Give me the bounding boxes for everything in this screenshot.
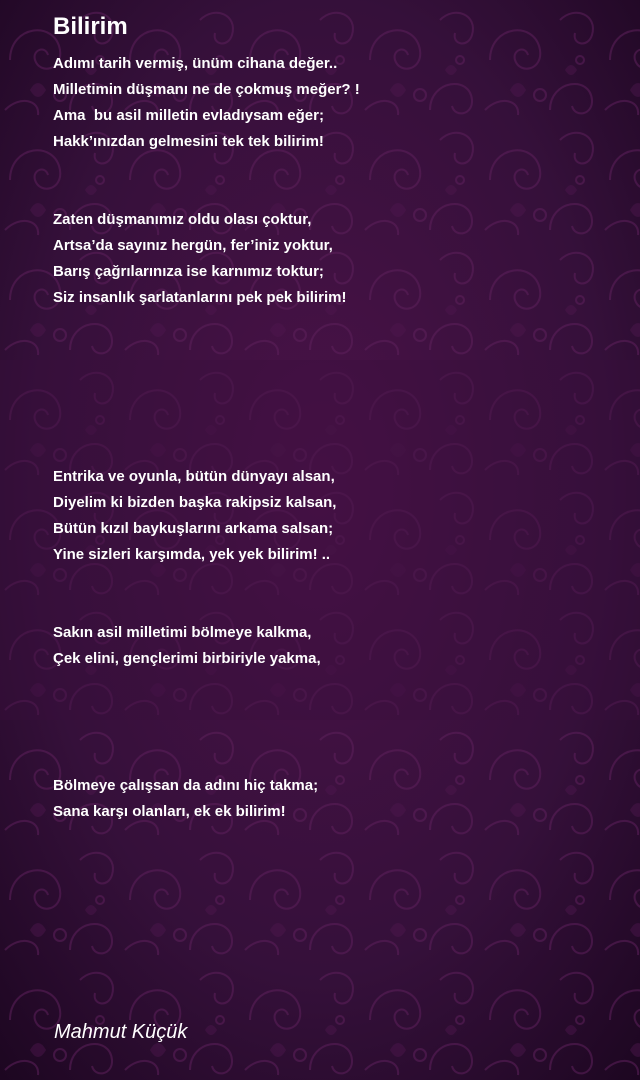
poem-line: Siz insanlık şarlatanlarını pek pek bilirim! bbox=[53, 289, 347, 306]
poem-line: Çek elini, gençlerimi birbiriyle yakma, bbox=[53, 650, 321, 667]
poem-line: Artsa’da sayınız hergün, fer’iniz yoktur, bbox=[53, 237, 333, 254]
poem-line: Sana karşı olanları, ek ek bilirim! bbox=[53, 803, 286, 820]
poem-title: Bilirim bbox=[53, 13, 128, 40]
poem-line: Entrika ve oyunla, bütün dünyayı alsan, bbox=[53, 468, 335, 485]
poem-line: Milletimin düşmanı ne de çokmuş meğer? ! bbox=[53, 81, 360, 98]
poem-line: Yine sizleri karşımda, yek yek bilirim! .. bbox=[53, 546, 331, 563]
poem-line: Barış çağrılarınıza ise karnımız toktur; bbox=[53, 263, 324, 280]
poem-line: Diyelim ki bizden başka rakipsiz kalsan, bbox=[53, 494, 337, 511]
poem-line: Sakın asil milletimi bölmeye kalkma, bbox=[53, 624, 312, 641]
poem-line: Ama bu asil milletin evladıysam eğer; bbox=[53, 107, 324, 124]
poem-author: Mahmut Küçük bbox=[54, 1021, 188, 1043]
poem-line: Bütün kızıl baykuşlarını arkama salsan; bbox=[53, 520, 334, 537]
poem-line: Bölmeye çalışsan da adını hiç takma; bbox=[53, 777, 319, 794]
poem-line: Hakk’ınızdan gelmesini tek tek bilirim! bbox=[53, 133, 324, 150]
poem-line: Zaten düşmanımız oldu olası çoktur, bbox=[53, 211, 312, 228]
poem-line: Adımı tarih vermiş, ünüm cihana değer.. bbox=[53, 55, 338, 72]
